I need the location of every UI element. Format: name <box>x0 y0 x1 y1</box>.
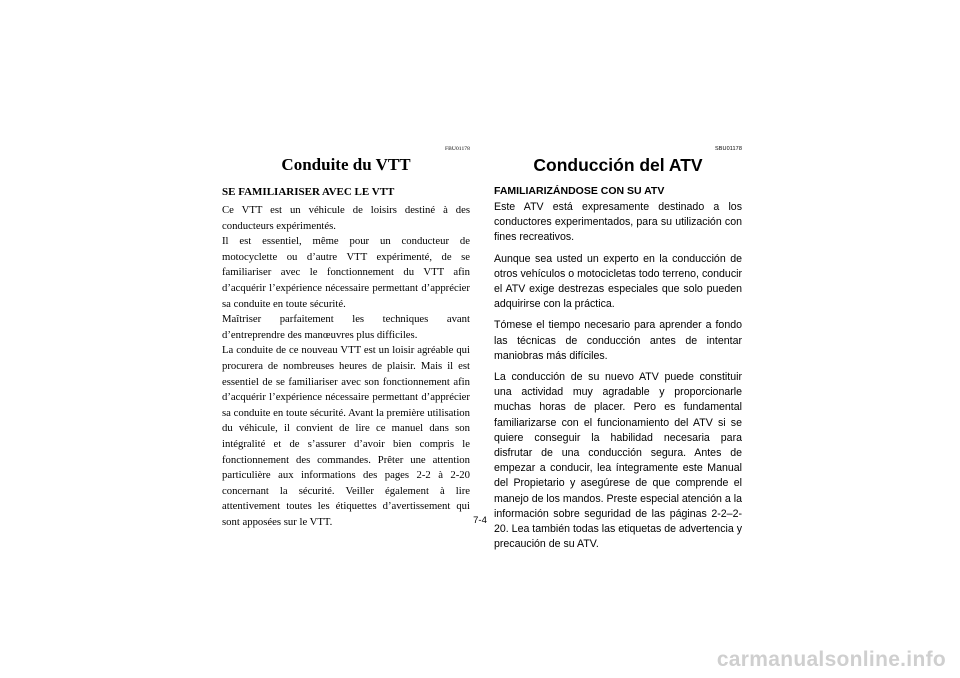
french-column <box>222 146 470 530</box>
page-title-es: Conducción del ATV <box>533 155 703 175</box>
paragraph-fr-3: Maîtriser parfaitement les techniques avant d’entreprendre des manœuvres plus difficiles. <box>222 313 470 341</box>
paragraph-fr-4: La conduite de ce nouveau VTT est un loisir agréable qui procurera de nombreuses heures de plaisir. Mais il est essentiel de se familiariser avec son fonctionnement afin d’acquérir l’expérience nécessaire permettant d’apprécier sa conduite en toute sécurité. Avant la première utilisation du véhicule, il convient de lire ce manuel dans son intégralité et de s’assurer d’avoir bien compris le fonctionnement des commandes. Prêter une attention particulière aux informations des pages 2-2 à 2-20 concernant la sécurité. Veiller également à lire attentivement toutes les étiquettes d’avertissement qui sont apposées sur le VTT. <box>222 344 470 528</box>
watermark: carmanualsonline.info <box>716 648 946 671</box>
section-code-es: SBU01178 <box>715 146 742 152</box>
paragraph-fr-2: Il est essentiel, même pour un conducteur de motocyclette ou d’autre VTT expérimenté, de se familiariser avec le fonctionnement du VTT afin d’acquérir l’expérience nécessaire permettant d’apprécier sa conduite en toute sécurité. <box>222 235 470 310</box>
spanish-column <box>494 146 742 558</box>
paragraph-es-3: Tómese el tiempo necesario para aprender a fondo las técnicas de conducción antes de intentar maniobras más difíciles. <box>494 319 742 362</box>
page-title-fr: Conduite du VTT <box>281 155 411 174</box>
section-heading-es: FAMILIARIZÁNDOSE CON SU ATV <box>494 185 665 197</box>
section-heading-fr: SE FAMILIARISER AVEC LE VTT <box>222 186 395 198</box>
paragraph-es-4: La conducción de su nuevo ATV puede constituir una actividad muy agradable y proporcionarle muchas horas de placer. Pero es fundamental familiarizarse con el funcionamiento del ATV si se quiere conseguir la habilidad necesaria para disfrutar de una conducción segura. Antes de empezar a conducir, lea íntegramente este Manual del Propietario y asegúrese de que comprende el manejo de los mandos. Preste especial atención a la información sobre seguridad de las páginas 2-2–2-20. Lea también todas las etiquetas de advertencia y precaución de su ATV. <box>494 371 742 551</box>
paragraph-es-1: Este ATV está expresamente destinado a los conductores experimentados, para su utilización con fines recreativos. <box>494 201 742 244</box>
paragraph-es-2: Aunque sea usted un experto en la conducción de otros vehículos o motocicletas todo terreno, conducir el ATV exige destrezas especiales que solo pueden adquirirse con la práctica. <box>494 252 742 311</box>
paragraph-fr-1: Ce VTT est un véhicule de loisirs destiné à des conducteurs expérimentés. <box>222 204 470 232</box>
page-number: 7-4 <box>473 515 487 526</box>
section-code-fr: FBU01178 <box>444 146 470 152</box>
